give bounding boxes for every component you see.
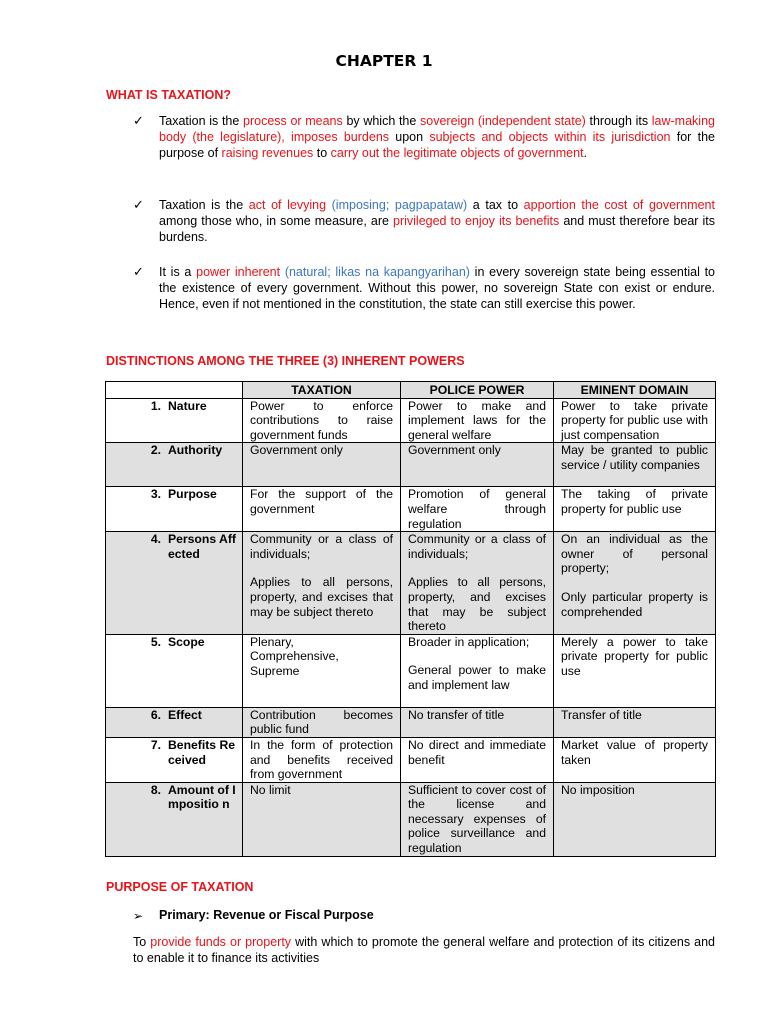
taxation-cell: Plenary, Comprehensive, Supreme <box>243 634 401 707</box>
table-row <box>106 398 716 443</box>
police-power-cell: Sufficient to cover cost of the license and necessary expenses of police surveillance and regulation <box>401 782 554 856</box>
arrow-bullet-icon: ➢ <box>133 909 144 923</box>
table-header-row <box>106 382 716 399</box>
taxation-cell: For the support of the government <box>243 487 401 532</box>
column-header-eminent-domain: EMINENT DOMAIN <box>554 382 716 399</box>
inherent-powers-table <box>105 381 716 857</box>
row-label: 4. Persons Affected <box>106 532 243 635</box>
column-header-taxation: TAXATION <box>243 382 401 399</box>
taxation-cell: Power to enforce contributions to raise government funds <box>243 398 401 443</box>
checkmark-icon: ✓ <box>133 113 144 128</box>
definition-paragraph-3: It is a power inherent (natural; likas na kapangyarihan) in every sovereign state being essential to the existence of every government. Without this power, no sovereign State con exist or endure. Hence, even if not mentioned in the constitution, the state can still exercise this power. <box>159 265 716 311</box>
column-header-police-power: POLICE POWER <box>401 382 554 399</box>
eminent-domain-cell: The taking of private property for public use <box>554 487 716 532</box>
eminent-domain-cell: Transfer of title <box>554 707 716 737</box>
table-corner-cell <box>106 382 243 399</box>
table-row <box>106 532 716 635</box>
definition-paragraph-2: Taxation is the act of levying (imposing; pagpapataw) a tax to apportion the cost of government among those who, in some measure, are privileged to enjoy its benefits and must therefore bear its burdens. <box>159 198 716 244</box>
police-power-cell: Community or a class of individuals; Applies to all persons, property, and excises that may be subject thereto <box>401 532 554 635</box>
police-power-cell: No direct and immediate benefit <box>401 737 554 782</box>
chapter-title: CHAPTER 1 <box>335 52 433 70</box>
table-row <box>106 443 716 487</box>
police-power-cell: Power to make and implement laws for the general welfare <box>401 398 554 443</box>
purpose-paragraph: To provide funds or property with which to promote the general welfare and protection of its citizens and to enable it to finance its activities <box>133 935 716 965</box>
taxation-cell: Community or a class of individuals; Applies to all persons, property, and excises that may be subject thereto <box>243 532 401 635</box>
row-label: 6. Effect <box>106 707 243 737</box>
table-row <box>106 634 716 707</box>
eminent-domain-cell: Merely a power to take private property for public use <box>554 634 716 707</box>
police-power-cell: Broader in application; General power to make and implement law <box>401 634 554 707</box>
checkmark-icon: ✓ <box>133 197 144 212</box>
eminent-domain-cell: On an individual as the owner of personal property; Only particular property is comprehended <box>554 532 716 635</box>
definition-paragraph-1: Taxation is the process or means by which the sovereign (independent state) through its law-making body (the legislature), imposes burdens upon subjects and objects within its jurisdiction for the purpose of raising revenues to carry out the legitimate objects of government. <box>159 114 715 160</box>
eminent-domain-cell: Market value of property taken <box>554 737 716 782</box>
police-power-cell: No transfer of title <box>401 707 554 737</box>
taxation-cell: Government only <box>243 443 401 487</box>
section-heading-what-is-taxation: WHAT IS TAXATION? <box>106 88 231 102</box>
eminent-domain-cell: No imposition <box>554 782 716 856</box>
section-heading-distinctions: DISTINCTIONS AMONG THE THREE (3) INHERENT POWERS <box>106 354 465 368</box>
taxation-cell: Contribution becomes public fund <box>243 707 401 737</box>
row-label: 2. Authority <box>106 443 243 487</box>
row-label: 1. Nature <box>106 398 243 443</box>
police-power-cell: Government only <box>401 443 554 487</box>
taxation-cell: No limit <box>243 782 401 856</box>
police-power-cell: Promotion of general welfare through regulation <box>401 487 554 532</box>
eminent-domain-cell: May be granted to public service / utility companies <box>554 443 716 487</box>
row-label: 5. Scope <box>106 634 243 707</box>
table-row <box>106 782 716 856</box>
primary-purpose-subheading: Primary: Revenue or Fiscal Purpose <box>159 908 374 922</box>
checkmark-icon: ✓ <box>133 264 144 279</box>
row-label: 7. Benefits Received <box>106 737 243 782</box>
table-row <box>106 487 716 532</box>
row-label: 3. Purpose <box>106 487 243 532</box>
section-heading-purpose-of-taxation: PURPOSE OF TAXATION <box>106 880 254 894</box>
table-row <box>106 707 716 737</box>
row-label: 8. Amount of Impositio n <box>106 782 243 856</box>
table-row <box>106 737 716 782</box>
eminent-domain-cell: Power to take private property for public use with just compensation <box>554 398 716 443</box>
taxation-cell: In the form of protection and benefits received from government <box>243 737 401 782</box>
